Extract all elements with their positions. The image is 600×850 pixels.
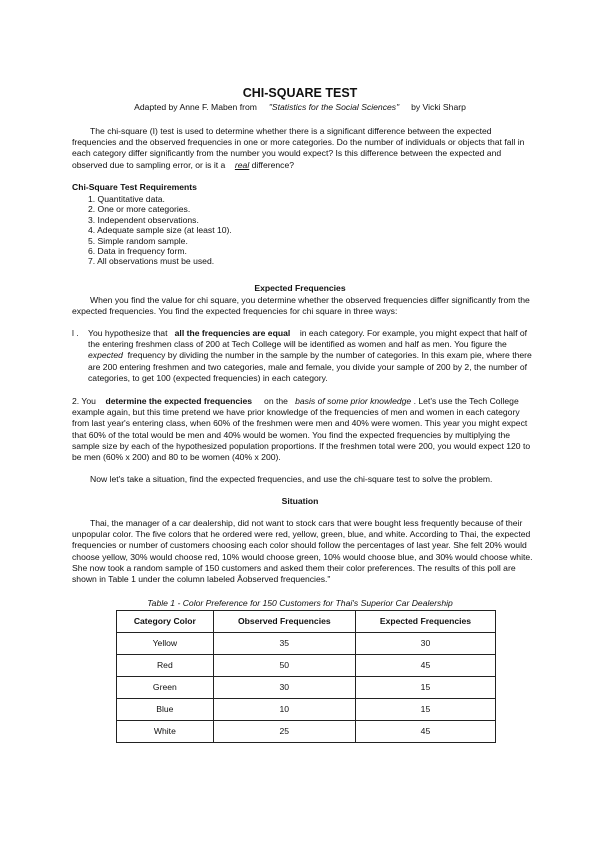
table-row — [117, 699, 496, 721]
table-cell: 15 — [355, 699, 495, 721]
intro-emphasis: real — [234, 159, 250, 170]
method-2-text-a: on the — [264, 396, 288, 406]
list-item: 4. Adequate sample size (at least 10). — [88, 225, 232, 236]
table-cell: 45 — [355, 655, 495, 677]
list-item: 7. All observations must be used. — [88, 256, 215, 267]
list-item: 1. Quantitative data. — [88, 194, 165, 204]
table-cell: 35 — [213, 633, 355, 655]
table-cell: Blue — [117, 699, 214, 721]
intro-text-end: difference? — [251, 159, 295, 170]
expected-intro: When you find the value for chi square, you determine whether the observed frequencies differ significantly from the expected frequencies. You find the expected frequencies for chi square in three ways: — [72, 295, 530, 317]
byline-prefix: Adapted by Anne F. Maben from — [134, 102, 257, 112]
page-title: CHI-SQUARE TEST — [242, 86, 358, 100]
table-cell: 45 — [355, 721, 495, 743]
situation-paragraph: Thai, the manager of a car dealership, did not want to stock cars that were bought less frequently because of their unpopular color. The five colors that he ordered were red, yellow, green, blue, and white. According to Thai, the expected frequencies or number of customers choosing each color should follow the percentages of last year. She felt 20% would choose yellow, 30% would choose red, 10% would choose green, 10% would choose blue, and 30% would choose white. She now took a random sample of 150 customers and asked them their color preferences. The results of this poll are shown in Table 1 under the column labeled Âobserved frequencies." — [72, 518, 533, 585]
method-1-text-a: You hypothesize that — [88, 328, 168, 338]
table-cell: 10 — [213, 699, 355, 721]
table-cell: Green — [117, 677, 214, 699]
table-header-row — [117, 611, 496, 633]
table-cell: Yellow — [117, 633, 214, 655]
list-item: 3. Independent observations. — [88, 214, 199, 225]
byline-book: "Statistics for the Social Sciences" — [268, 102, 400, 112]
requirements-list — [88, 194, 508, 267]
table-cell: Red — [117, 655, 214, 677]
method-1-italic: expected — [88, 350, 123, 361]
table-row — [117, 721, 496, 743]
method-1-label: l . — [72, 328, 79, 338]
byline — [0, 102, 600, 113]
method-1-text-b: in each category. For example, you might expect that half of the entering freshmen class of 200 at Tech College will be identified as women and half as men. You figure the — [88, 328, 528, 350]
byline-suffix: by Vicki Sharp — [411, 102, 466, 112]
table-cell: White — [117, 721, 214, 743]
table-cell: 15 — [355, 677, 495, 699]
expected-heading: Expected Frequencies — [254, 283, 346, 293]
intro-text: The chi-square (I) test is used to determine whether there is a significant difference between the expected frequencies and the observed frequencies in one or more categories. Do the number of individuals or objects that fall in each category differ significantly from the number you would expect? Is this difference between the expected and observed due to sampling error, or is it a — [72, 126, 525, 170]
method-2 — [72, 396, 538, 463]
method-2-italic: basis of some prior knowledge — [295, 396, 412, 406]
list-item: 2. One or more categories. — [88, 204, 191, 215]
method-2-text — [72, 396, 538, 463]
list-item: 6. Data in frequency form. — [88, 245, 187, 256]
table-cell: 50 — [213, 655, 355, 677]
table-row — [117, 655, 496, 677]
column-header: Category Color — [117, 611, 214, 633]
method-1-bold: all the frequencies are equal — [174, 328, 291, 338]
list-item: 5. Simple random sample. — [88, 235, 188, 246]
situation-heading: Situation — [281, 496, 319, 506]
method-2-text-b: . Let's use the Tech College example again, but this time pretend we have prior knowledge of the frequencies of men and women in each category from last year's entering class, when 60% of the freshmen were men and 40% were women. This year you might expect that 60% of the total would be men and 40% would be women. You find the expected frequencies by multiplying the sample size by each of the hypothesized population proportions. If the freshmen total were 200, you would expect 120 to be men (60% x 200) and 80 to be women (40% x 200). — [72, 396, 531, 463]
table-cell: 30 — [355, 633, 495, 655]
column-header: Observed Frequencies — [213, 611, 355, 633]
method-1-text-c: frequency by dividing the number in the sample by the number of categories. In this exam pie, where there are 200 entering freshmen and two categories, male and female, you divide your sample of 200 by 2, the number of categories, to get 100 (expected frequencies) in each category. — [88, 350, 532, 383]
table-cell: 25 — [213, 721, 355, 743]
method-1-text — [88, 328, 538, 384]
table-row — [117, 677, 496, 699]
table-row — [117, 633, 496, 655]
method-2-label: 2. You — [72, 396, 96, 406]
intro-paragraph — [72, 126, 538, 171]
transition-paragraph: Now let's take a situation, find the expected frequencies, and use the chi-square test to solve the problem. — [90, 474, 493, 484]
table-caption: Table 1 - Color Preference for 150 Customers for Thai's Superior Car Dealership — [147, 598, 453, 608]
column-header: Expected Frequencies — [355, 611, 495, 633]
frequency-table — [116, 610, 496, 743]
requirements-heading: Chi-Square Test Requirements — [72, 182, 197, 192]
table-cell: 30 — [213, 677, 355, 699]
method-2-bold: determine the expected frequencies — [105, 396, 253, 406]
